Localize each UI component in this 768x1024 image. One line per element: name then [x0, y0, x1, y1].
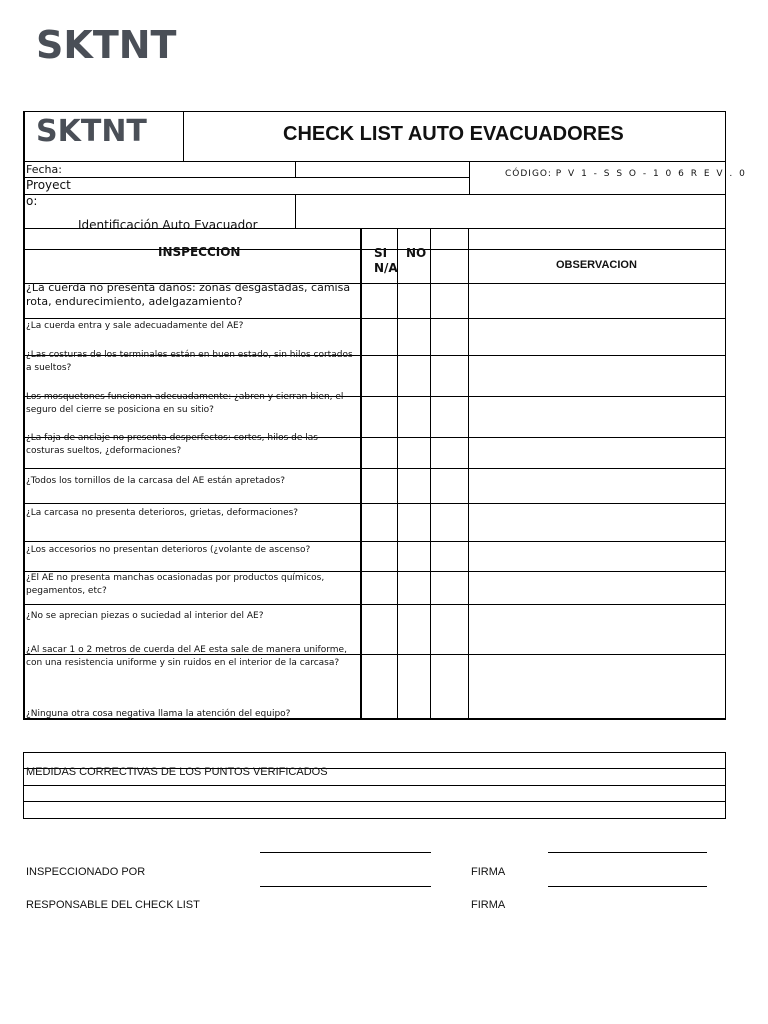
question-9: ¿El AE no presenta manchas ocasionadas por productos químicos, pegamentos, etc?: [26, 573, 325, 596]
page-title: CHECK LIST AUTO EVACUADORES: [283, 123, 624, 145]
inspected-by-label: INSPECCIONADO POR: [26, 866, 146, 878]
question-3: ¿Las costuras de los terminales están en buen estado, sin hilos cortados a sueltos?: [26, 350, 353, 373]
codigo-label: [505, 169, 747, 179]
question-11: ¿Al sacar 1 o 2 metros de cuerda del AE esta sale de manera uniforme, con una resistencia uniforme y sin ruidos en el interior de la carcasa?: [26, 645, 347, 668]
header-logo: [36, 113, 147, 151]
top-logo: [36, 22, 176, 68]
col-si: SI: [374, 246, 388, 260]
header-logo-text: SKTNT: [36, 114, 147, 149]
question-4: Los mosquetones funcionan adecuadamente: ¿abren y cierran bien, el seguro del cierre se posiciona en su sitio?: [26, 392, 344, 415]
question-5: ¿La faja de anclaje no presenta desperfectos: cortes, hilos de las costuras sueltos, ¿deformaciones?: [26, 433, 318, 456]
question-6: ¿Todos los tornillos de la carcasa del AE están apretados?: [26, 476, 286, 486]
question-7: ¿La carcasa no presenta deterioros, grietas, deformaciones?: [26, 508, 299, 518]
question-8: ¿Los accesorios no presentan deterioros (¿volante de ascenso?: [26, 545, 311, 555]
col-na: N/A: [374, 261, 398, 275]
identificacion-label: Identificación Auto Evacuador: [78, 218, 258, 229]
question-12: ¿Ninguna otra cosa negativa llama la atención del equipo?: [26, 709, 291, 719]
col-inspeccion: INSPECCION: [158, 245, 241, 259]
question-2: ¿La cuerda entra y sale adecuadamente del AE?: [26, 321, 244, 331]
col-no: NO: [406, 246, 427, 260]
firma-label-2: FIRMA: [471, 899, 506, 911]
question-1: ¿La cuerda no presenta daños: zonas desgastadas, camisa rota, endurecimiento, adelgazamiento?: [26, 281, 351, 308]
responsible-label: RESPONSABLE DEL CHECK LIST: [26, 899, 200, 911]
codigo-value: P V 1 - S S O - 1 0 6 R E V . 0: [555, 169, 747, 179]
firma-label-1: FIRMA: [471, 866, 506, 878]
proyecto-label-b: o:: [26, 194, 38, 208]
top-logo-text: SKTNT: [36, 23, 177, 67]
codigo-label-text: CÓDIGO:: [505, 169, 552, 179]
proyecto-label-a: Proyect: [26, 178, 71, 192]
corrective-label: MEDIDAS CORRECTIVAS DE LOS PUNTOS VERIFICADOS: [26, 766, 328, 777]
fecha-label: Fecha:: [26, 163, 62, 176]
question-10: ¿No se aprecian piezas o suciedad al interior del AE?: [26, 611, 264, 621]
col-observacion: OBSERVACION: [556, 259, 637, 271]
